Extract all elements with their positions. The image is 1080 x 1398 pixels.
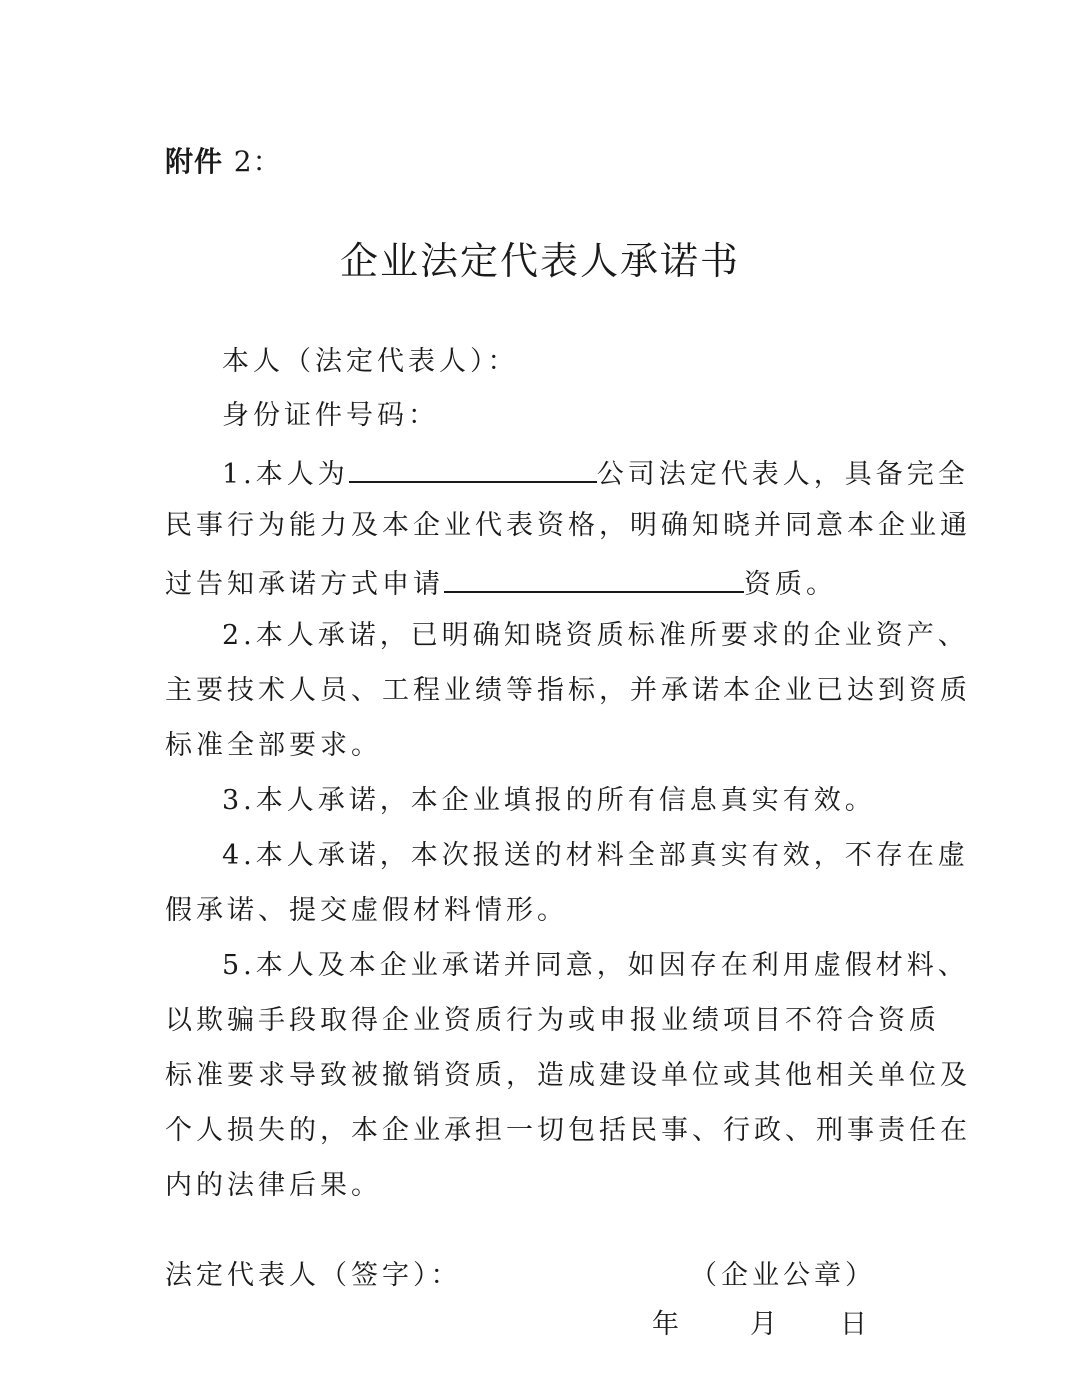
- clause-1-line-3: 过告知承诺方式申请 资质。: [165, 561, 837, 605]
- signer-label: 法定代表人（签字）：: [165, 1260, 462, 1291]
- seal-label: （企业公章）: [690, 1260, 876, 1291]
- clause-1-line-2: 民事行为能力及本企业代表资格，明确知晓并同意本企业通: [165, 510, 971, 541]
- date-month-label: 月: [750, 1309, 781, 1340]
- clause-5-line-1: 5.本人及本企业承诺并同意，如因存在利用虚假材料、: [222, 950, 969, 981]
- qualification-blank[interactable]: [444, 561, 744, 593]
- clause-4-line-1: 4.本人承诺，本次报送的材料全部真实有效，不存在虚: [222, 840, 969, 871]
- clause-2-line-3: 标准全部要求。: [165, 730, 382, 761]
- clause-3-line-1: 3.本人承诺，本企业填报的所有信息真实有效。: [222, 785, 876, 816]
- clause-4-line-2: 假承诺、提交虚假材料情形。: [165, 895, 568, 926]
- company-name-blank[interactable]: [349, 451, 597, 483]
- clause-2-line-2: 主要技术人员、工程业绩等指标，并承诺本企业已达到资质: [165, 675, 971, 706]
- clause-1-line-1: 1.本人为 公司法定代表人，具备完全: [222, 451, 969, 495]
- clause-5-line-3: 标准要求导致被撤销资质，造成建设单位或其他相关单位及: [165, 1060, 971, 1091]
- representative-field-label: 本人（法定代表人）：: [222, 346, 519, 377]
- date-year-label: 年: [652, 1309, 683, 1340]
- id-number-field-label: 身份证件号码：: [222, 400, 439, 431]
- document-title: 企业法定代表人承诺书: [339, 239, 740, 283]
- clause-5-line-2: 以欺骗手段取得企业资质行为或申报业绩项目不符合资质: [165, 1005, 940, 1036]
- clause-5-line-5: 内的法律后果。: [165, 1170, 382, 1201]
- date-day-label: 日: [840, 1309, 871, 1340]
- clause-5-line-4: 个人损失的，本企业承担一切包括民事、行政、刑事责任在: [165, 1115, 971, 1146]
- attachment-label: 附件 2：: [165, 145, 282, 178]
- attachment-number: 2：: [233, 145, 282, 178]
- clause-2-line-1: 2.本人承诺，已明确知晓资质标准所要求的企业资产、: [222, 620, 969, 651]
